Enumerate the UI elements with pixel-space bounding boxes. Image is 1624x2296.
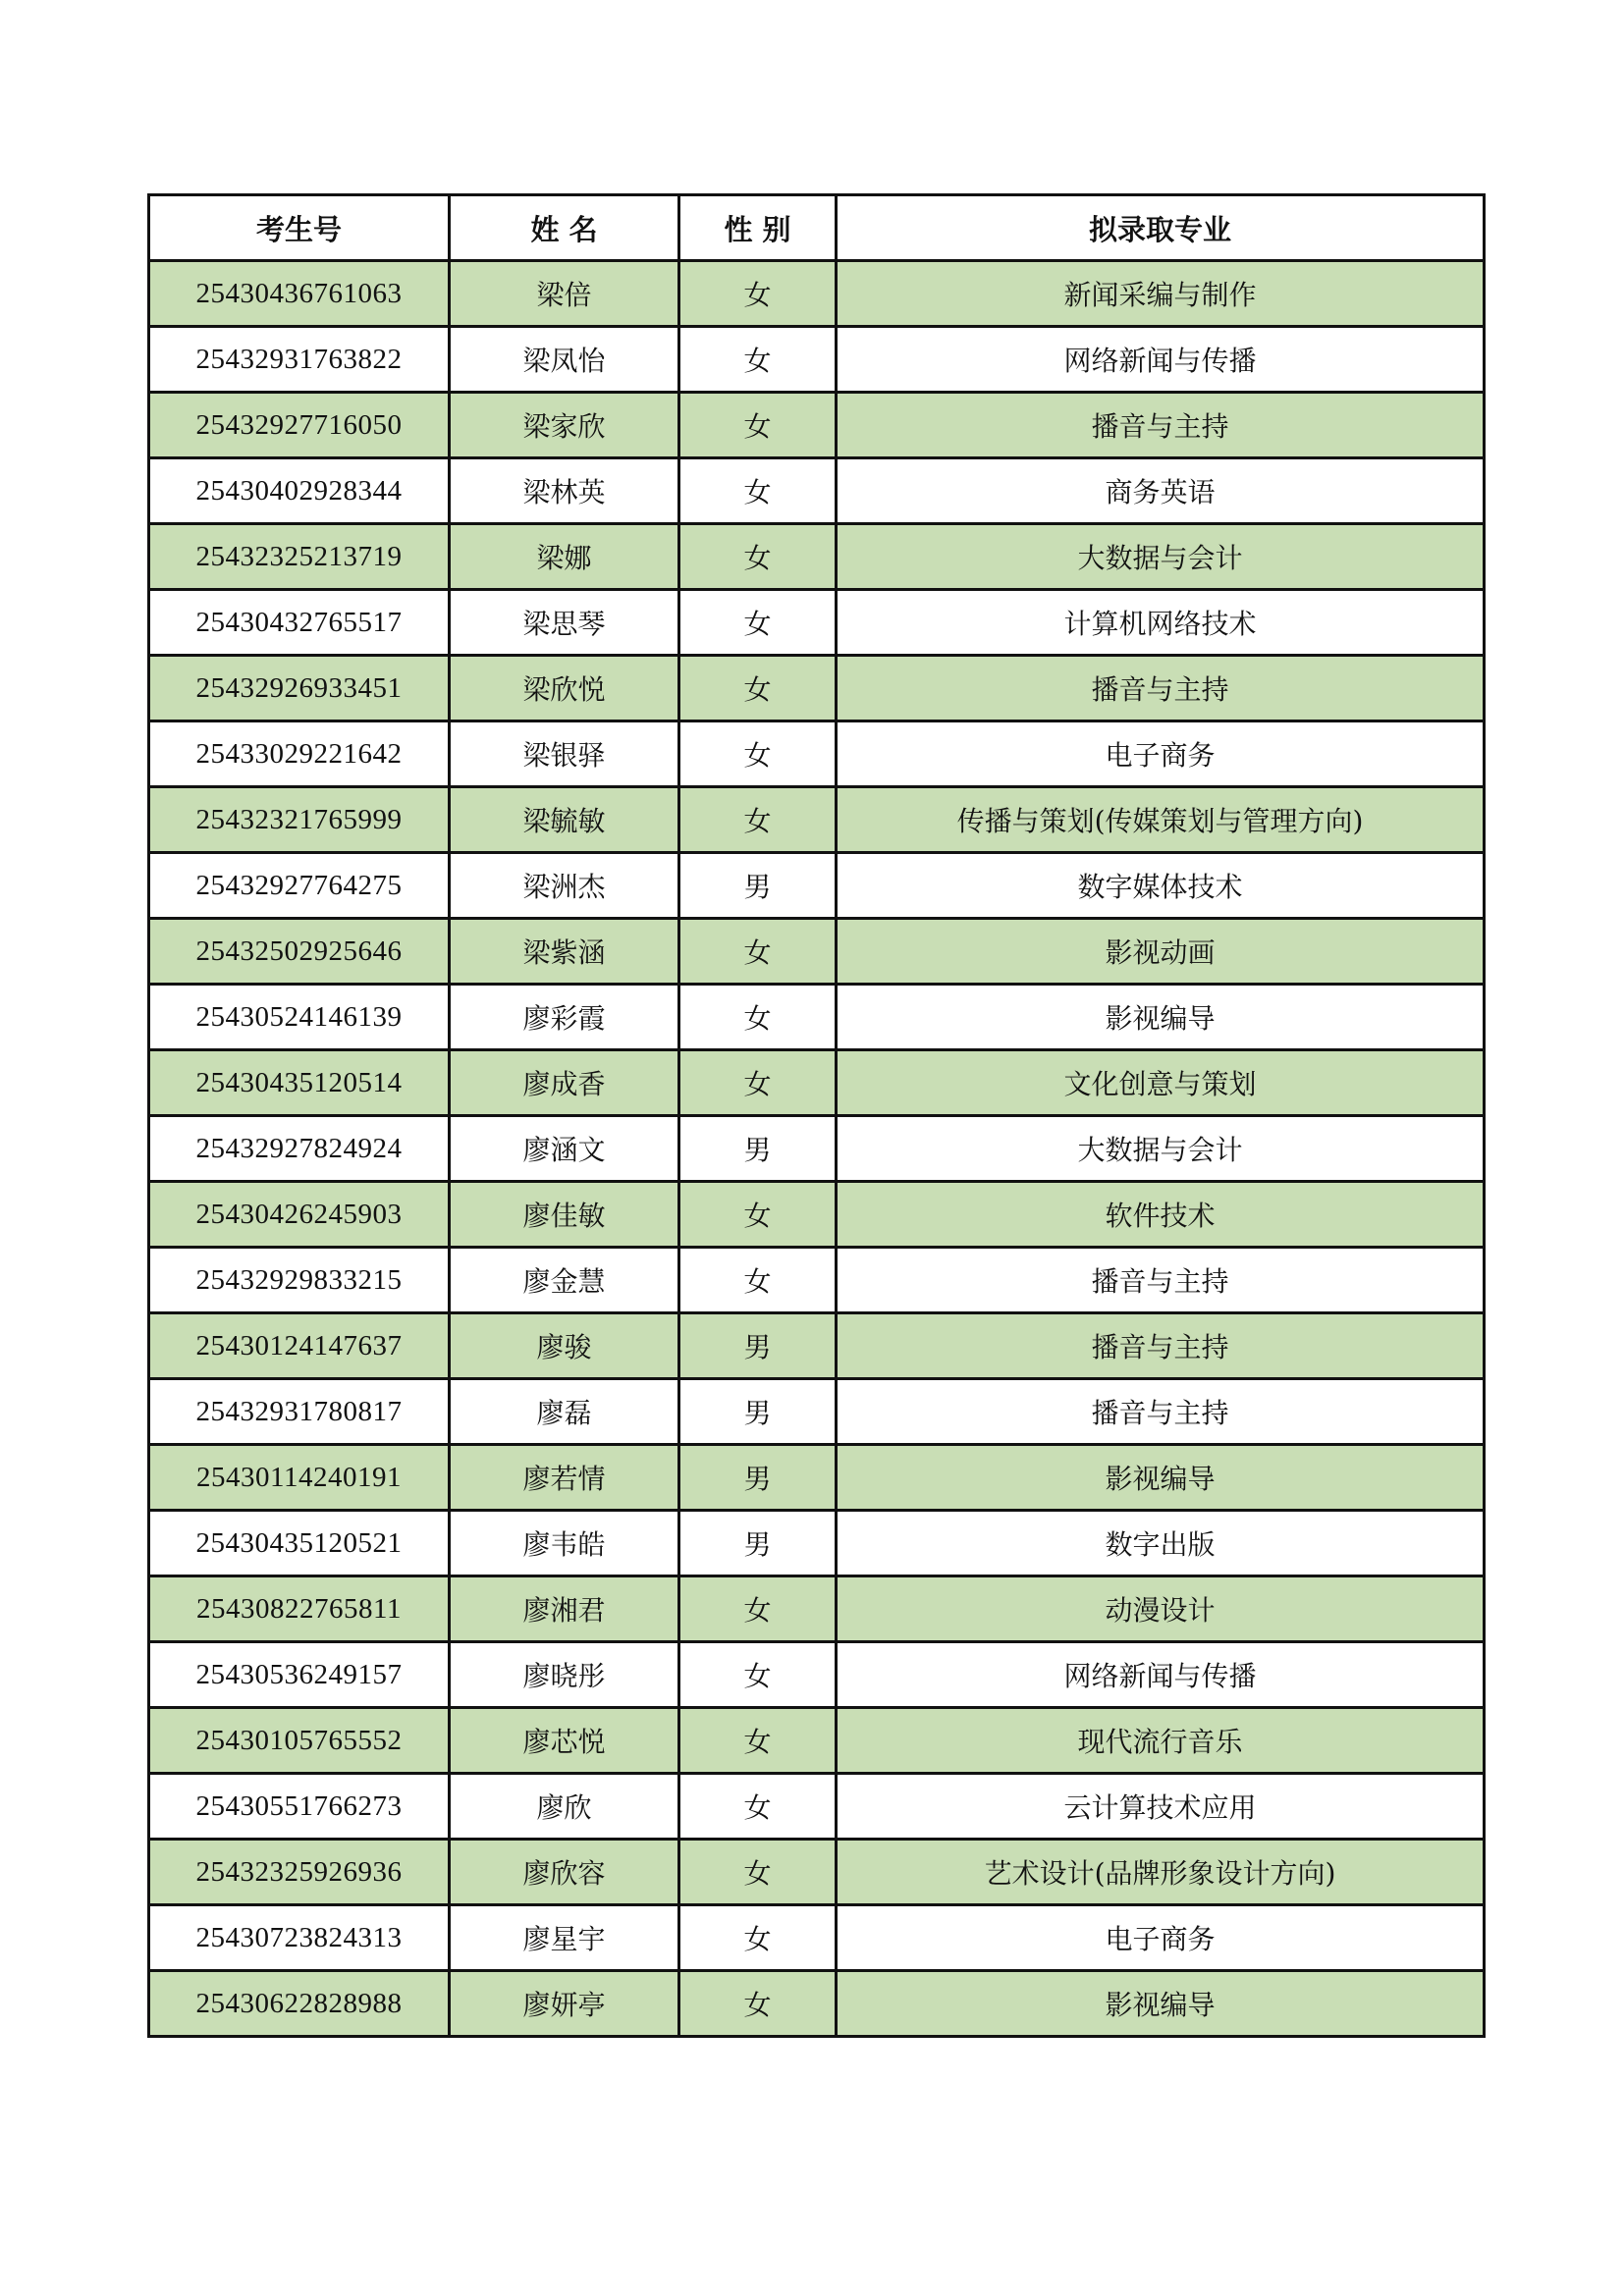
table-row xyxy=(149,1248,1485,1313)
admission-table xyxy=(147,193,1486,2038)
cell-gender: 女 xyxy=(679,524,837,590)
cell-gender: 女 xyxy=(679,1576,837,1642)
cell-exam-id: 25430524146139 xyxy=(149,985,450,1050)
cell-name: 廖若情 xyxy=(450,1445,679,1511)
cell-gender: 女 xyxy=(679,1642,837,1708)
table-row xyxy=(149,393,1485,458)
cell-major: 影视动画 xyxy=(837,919,1485,985)
table-row xyxy=(149,1840,1485,1905)
table-row xyxy=(149,656,1485,721)
cell-exam-id: 25430536249157 xyxy=(149,1642,450,1708)
cell-exam-id: 25430551766273 xyxy=(149,1774,450,1840)
cell-name: 廖佳敏 xyxy=(450,1182,679,1248)
cell-gender: 女 xyxy=(679,327,837,393)
table-row xyxy=(149,1050,1485,1116)
table-row xyxy=(149,261,1485,327)
cell-name: 梁凤怡 xyxy=(450,327,679,393)
cell-major: 动漫设计 xyxy=(837,1576,1485,1642)
cell-gender: 女 xyxy=(679,1905,837,1971)
cell-major: 云计算技术应用 xyxy=(837,1774,1485,1840)
table-body xyxy=(149,261,1485,2037)
cell-exam-id: 25430435120514 xyxy=(149,1050,450,1116)
cell-exam-id: 25432929833215 xyxy=(149,1248,450,1313)
cell-gender: 女 xyxy=(679,656,837,721)
cell-name: 廖韦皓 xyxy=(450,1511,679,1576)
cell-name: 廖成香 xyxy=(450,1050,679,1116)
cell-name: 廖芯悦 xyxy=(450,1708,679,1774)
cell-name: 梁林英 xyxy=(450,458,679,524)
cell-gender: 男 xyxy=(679,1379,837,1445)
cell-gender: 男 xyxy=(679,1313,837,1379)
cell-name: 梁家欣 xyxy=(450,393,679,458)
cell-major: 影视编导 xyxy=(837,1445,1485,1511)
table-row xyxy=(149,1116,1485,1182)
cell-major: 计算机网络技术 xyxy=(837,590,1485,656)
table-row xyxy=(149,1774,1485,1840)
cell-exam-id: 25432931763822 xyxy=(149,327,450,393)
cell-gender: 女 xyxy=(679,787,837,853)
cell-gender: 男 xyxy=(679,853,837,919)
table-row xyxy=(149,1313,1485,1379)
cell-major: 商务英语 xyxy=(837,458,1485,524)
table-row xyxy=(149,524,1485,590)
cell-name: 廖彩霞 xyxy=(450,985,679,1050)
cell-exam-id: 25432926933451 xyxy=(149,656,450,721)
cell-gender: 女 xyxy=(679,985,837,1050)
cell-name: 梁紫涵 xyxy=(450,919,679,985)
table-row xyxy=(149,1708,1485,1774)
table-row xyxy=(149,1379,1485,1445)
table-row xyxy=(149,1905,1485,1971)
table-row xyxy=(149,1511,1485,1576)
cell-gender: 女 xyxy=(679,261,837,327)
table-row xyxy=(149,590,1485,656)
table-row xyxy=(149,1971,1485,2037)
cell-exam-id: 25432927764275 xyxy=(149,853,450,919)
table-row xyxy=(149,327,1485,393)
cell-major: 播音与主持 xyxy=(837,1379,1485,1445)
cell-major: 软件技术 xyxy=(837,1182,1485,1248)
cell-major: 网络新闻与传播 xyxy=(837,1642,1485,1708)
cell-gender: 女 xyxy=(679,919,837,985)
table-row xyxy=(149,853,1485,919)
cell-major: 播音与主持 xyxy=(837,1313,1485,1379)
cell-name: 梁欣悦 xyxy=(450,656,679,721)
cell-major: 播音与主持 xyxy=(837,393,1485,458)
cell-major: 传播与策划(传媒策划与管理方向) xyxy=(837,787,1485,853)
cell-gender: 女 xyxy=(679,1840,837,1905)
cell-gender: 男 xyxy=(679,1511,837,1576)
cell-major: 播音与主持 xyxy=(837,1248,1485,1313)
cell-name: 廖欣容 xyxy=(450,1840,679,1905)
cell-name: 廖磊 xyxy=(450,1379,679,1445)
header-major: 拟录取专业 xyxy=(837,195,1485,261)
cell-gender: 女 xyxy=(679,393,837,458)
cell-exam-id: 25430426245903 xyxy=(149,1182,450,1248)
cell-major: 电子商务 xyxy=(837,1905,1485,1971)
cell-gender: 女 xyxy=(679,1050,837,1116)
cell-exam-id: 25430723824313 xyxy=(149,1905,450,1971)
table-row xyxy=(149,1642,1485,1708)
cell-exam-id: 25432502925646 xyxy=(149,919,450,985)
cell-exam-id: 25432325213719 xyxy=(149,524,450,590)
cell-major: 影视编导 xyxy=(837,985,1485,1050)
header-gender: 性 别 xyxy=(679,195,837,261)
cell-major: 播音与主持 xyxy=(837,656,1485,721)
cell-major: 现代流行音乐 xyxy=(837,1708,1485,1774)
cell-name: 廖妍亭 xyxy=(450,1971,679,2037)
table-header xyxy=(149,195,1485,261)
cell-exam-id: 25430622828988 xyxy=(149,1971,450,2037)
cell-exam-id: 25430435120521 xyxy=(149,1511,450,1576)
cell-major: 电子商务 xyxy=(837,721,1485,787)
cell-name: 梁洲杰 xyxy=(450,853,679,919)
cell-major: 数字媒体技术 xyxy=(837,853,1485,919)
cell-name: 廖湘君 xyxy=(450,1576,679,1642)
cell-major: 大数据与会计 xyxy=(837,524,1485,590)
cell-major: 艺术设计(品牌形象设计方向) xyxy=(837,1840,1485,1905)
table-row xyxy=(149,1445,1485,1511)
cell-name: 梁倍 xyxy=(450,261,679,327)
cell-major: 网络新闻与传播 xyxy=(837,327,1485,393)
cell-exam-id: 25432321765999 xyxy=(149,787,450,853)
cell-exam-id: 25430105765552 xyxy=(149,1708,450,1774)
cell-name: 廖金慧 xyxy=(450,1248,679,1313)
cell-major: 影视编导 xyxy=(837,1971,1485,2037)
table-row xyxy=(149,721,1485,787)
cell-gender: 男 xyxy=(679,1116,837,1182)
cell-gender: 女 xyxy=(679,721,837,787)
table-row xyxy=(149,919,1485,985)
cell-name: 廖欣 xyxy=(450,1774,679,1840)
cell-exam-id: 25432927824924 xyxy=(149,1116,450,1182)
cell-gender: 男 xyxy=(679,1445,837,1511)
cell-exam-id: 25432325926936 xyxy=(149,1840,450,1905)
table-row xyxy=(149,985,1485,1050)
cell-exam-id: 25430432765517 xyxy=(149,590,450,656)
cell-major: 新闻采编与制作 xyxy=(837,261,1485,327)
cell-major: 文化创意与策划 xyxy=(837,1050,1485,1116)
header-row xyxy=(149,195,1485,261)
cell-exam-id: 25430124147637 xyxy=(149,1313,450,1379)
cell-name: 梁思琴 xyxy=(450,590,679,656)
cell-exam-id: 25433029221642 xyxy=(149,721,450,787)
cell-name: 梁毓敏 xyxy=(450,787,679,853)
cell-major: 大数据与会计 xyxy=(837,1116,1485,1182)
cell-gender: 女 xyxy=(679,458,837,524)
header-name: 姓 名 xyxy=(450,195,679,261)
cell-name: 廖晓彤 xyxy=(450,1642,679,1708)
cell-exam-id: 25432931780817 xyxy=(149,1379,450,1445)
cell-exam-id: 25430114240191 xyxy=(149,1445,450,1511)
cell-name: 梁银驿 xyxy=(450,721,679,787)
table-row xyxy=(149,787,1485,853)
cell-exam-id: 25430822765811 xyxy=(149,1576,450,1642)
cell-name: 廖星宇 xyxy=(450,1905,679,1971)
table-row xyxy=(149,1576,1485,1642)
cell-gender: 女 xyxy=(679,590,837,656)
cell-gender: 女 xyxy=(679,1182,837,1248)
header-exam-id: 考生号 xyxy=(149,195,450,261)
table-row xyxy=(149,458,1485,524)
cell-gender: 女 xyxy=(679,1248,837,1313)
cell-gender: 女 xyxy=(679,1708,837,1774)
cell-major: 数字出版 xyxy=(837,1511,1485,1576)
cell-gender: 女 xyxy=(679,1971,837,2037)
cell-exam-id: 25430402928344 xyxy=(149,458,450,524)
cell-name: 廖骏 xyxy=(450,1313,679,1379)
cell-name: 廖涵文 xyxy=(450,1116,679,1182)
cell-exam-id: 25430436761063 xyxy=(149,261,450,327)
cell-name: 梁娜 xyxy=(450,524,679,590)
cell-exam-id: 25432927716050 xyxy=(149,393,450,458)
cell-gender: 女 xyxy=(679,1774,837,1840)
table-row xyxy=(149,1182,1485,1248)
